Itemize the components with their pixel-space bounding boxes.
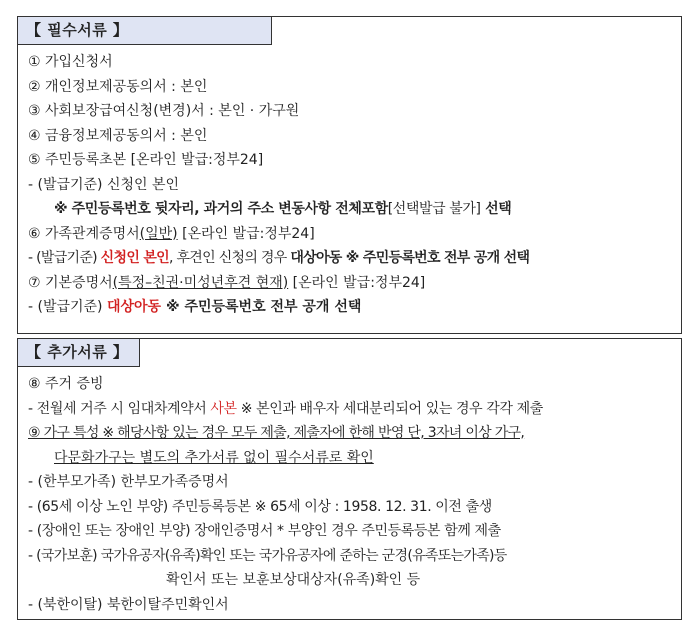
item-text-underlined: (특정–친권·미성년후견 현재) xyxy=(112,274,289,291)
required-documents-list xyxy=(18,50,681,320)
list-item xyxy=(18,246,681,271)
item-text: - 전월세 거주 시 임대차계약서 xyxy=(28,400,211,417)
highlight-text: 사본 xyxy=(210,400,237,417)
item-text-underlined: 다문화가구는 별도의 추가서류 없이 필수서류로 확인 xyxy=(54,449,374,466)
item-text: , 후견인 신청의 경우 xyxy=(168,250,291,266)
list-item xyxy=(18,222,681,247)
highlight-text: 신청인 본인 xyxy=(100,250,169,266)
list-item: - (북한이탈) 북한이탈주민확인서 xyxy=(28,596,229,613)
highlight-text: 대상아동 xyxy=(106,299,162,315)
note-text: [선택발급 불가] xyxy=(387,201,481,217)
list-item xyxy=(18,271,681,296)
list-item: - (한부모가족) 한부모가족증명서 xyxy=(28,474,229,490)
list-item xyxy=(18,446,681,471)
list-item: - (장애인 또는 장애인 부양) 장애인증명서 * 부양인 경우 주민등록등본 함께 제출 xyxy=(28,523,501,539)
item-text-underlined: (일반) xyxy=(139,225,178,242)
list-item: - (65세 이상 노인 부양) 주민등록등본 ※ 65세 이상 : 1958. 12. 31. 이전 출생 xyxy=(28,498,492,515)
note-text: 선택 xyxy=(480,201,512,217)
required-documents-title: 【 필수서류 】 xyxy=(17,16,272,45)
list-item: - (발급기준) 신청인 본인 xyxy=(28,176,180,193)
item-text: - (발급기준) xyxy=(28,299,107,315)
list-item: 확인서 또는 보훈보상대상자(유족)확인 등 xyxy=(166,572,421,588)
list-item xyxy=(18,197,681,222)
bold-text: ※ 주민등록번호 전부 공개 선택 xyxy=(161,299,362,315)
list-item xyxy=(18,397,681,422)
list-item: - (국가보훈) 국가유공자(유족)확인 또는 국가유공자에 준하는 군경(유족또는가족)등 xyxy=(28,547,507,564)
item-text: - (발급기준) xyxy=(28,250,101,266)
list-item: ④ 금융정보제공동의서 : 본인 xyxy=(28,127,208,144)
bold-text: 대상아동 xyxy=(290,250,342,266)
list-item: ⑧ 주거 증빙 xyxy=(28,376,104,392)
list-item: ② 개인정보제공동의서 : 본인 xyxy=(28,78,208,95)
note-text: ※ 주민등록번호 뒷자리, 과거의 주소 변동사항 전체포함 xyxy=(54,201,388,217)
list-item: ③ 사회보장급여신청(변경)서 : 본인 · 가구원 xyxy=(28,103,300,119)
item-text: ※ 본인과 배우자 세대분리되어 있는 경우 각각 제출 xyxy=(236,400,543,417)
bold-text: ※ 주민등록번호 전부 공개 선택 xyxy=(341,250,530,266)
additional-documents-box xyxy=(17,338,682,620)
required-documents-box xyxy=(17,16,682,334)
list-item: ① 가입신청서 xyxy=(28,54,113,70)
item-text: ⑥ 가족관계증명서 xyxy=(28,225,140,242)
list-item: ⑤ 주민등록초본 [온라인 발급:정부24] xyxy=(28,152,264,168)
item-text: ⑦ 기본증명서 xyxy=(28,274,113,291)
additional-documents-list xyxy=(18,372,681,617)
item-text: [온라인 발급:정부24] xyxy=(288,274,426,291)
additional-documents-title: 【 추가서류 】 xyxy=(17,338,140,367)
list-item xyxy=(18,421,681,446)
item-text: [온라인 발급:정부24] xyxy=(177,225,315,242)
item-text-underlined: ⑨ 가구 특성 ※ 해당사항 있는 경우 모두 제출, 제출자에 한해 반영 단, 3자녀 이상 가구, xyxy=(28,425,525,441)
list-item xyxy=(18,295,681,320)
